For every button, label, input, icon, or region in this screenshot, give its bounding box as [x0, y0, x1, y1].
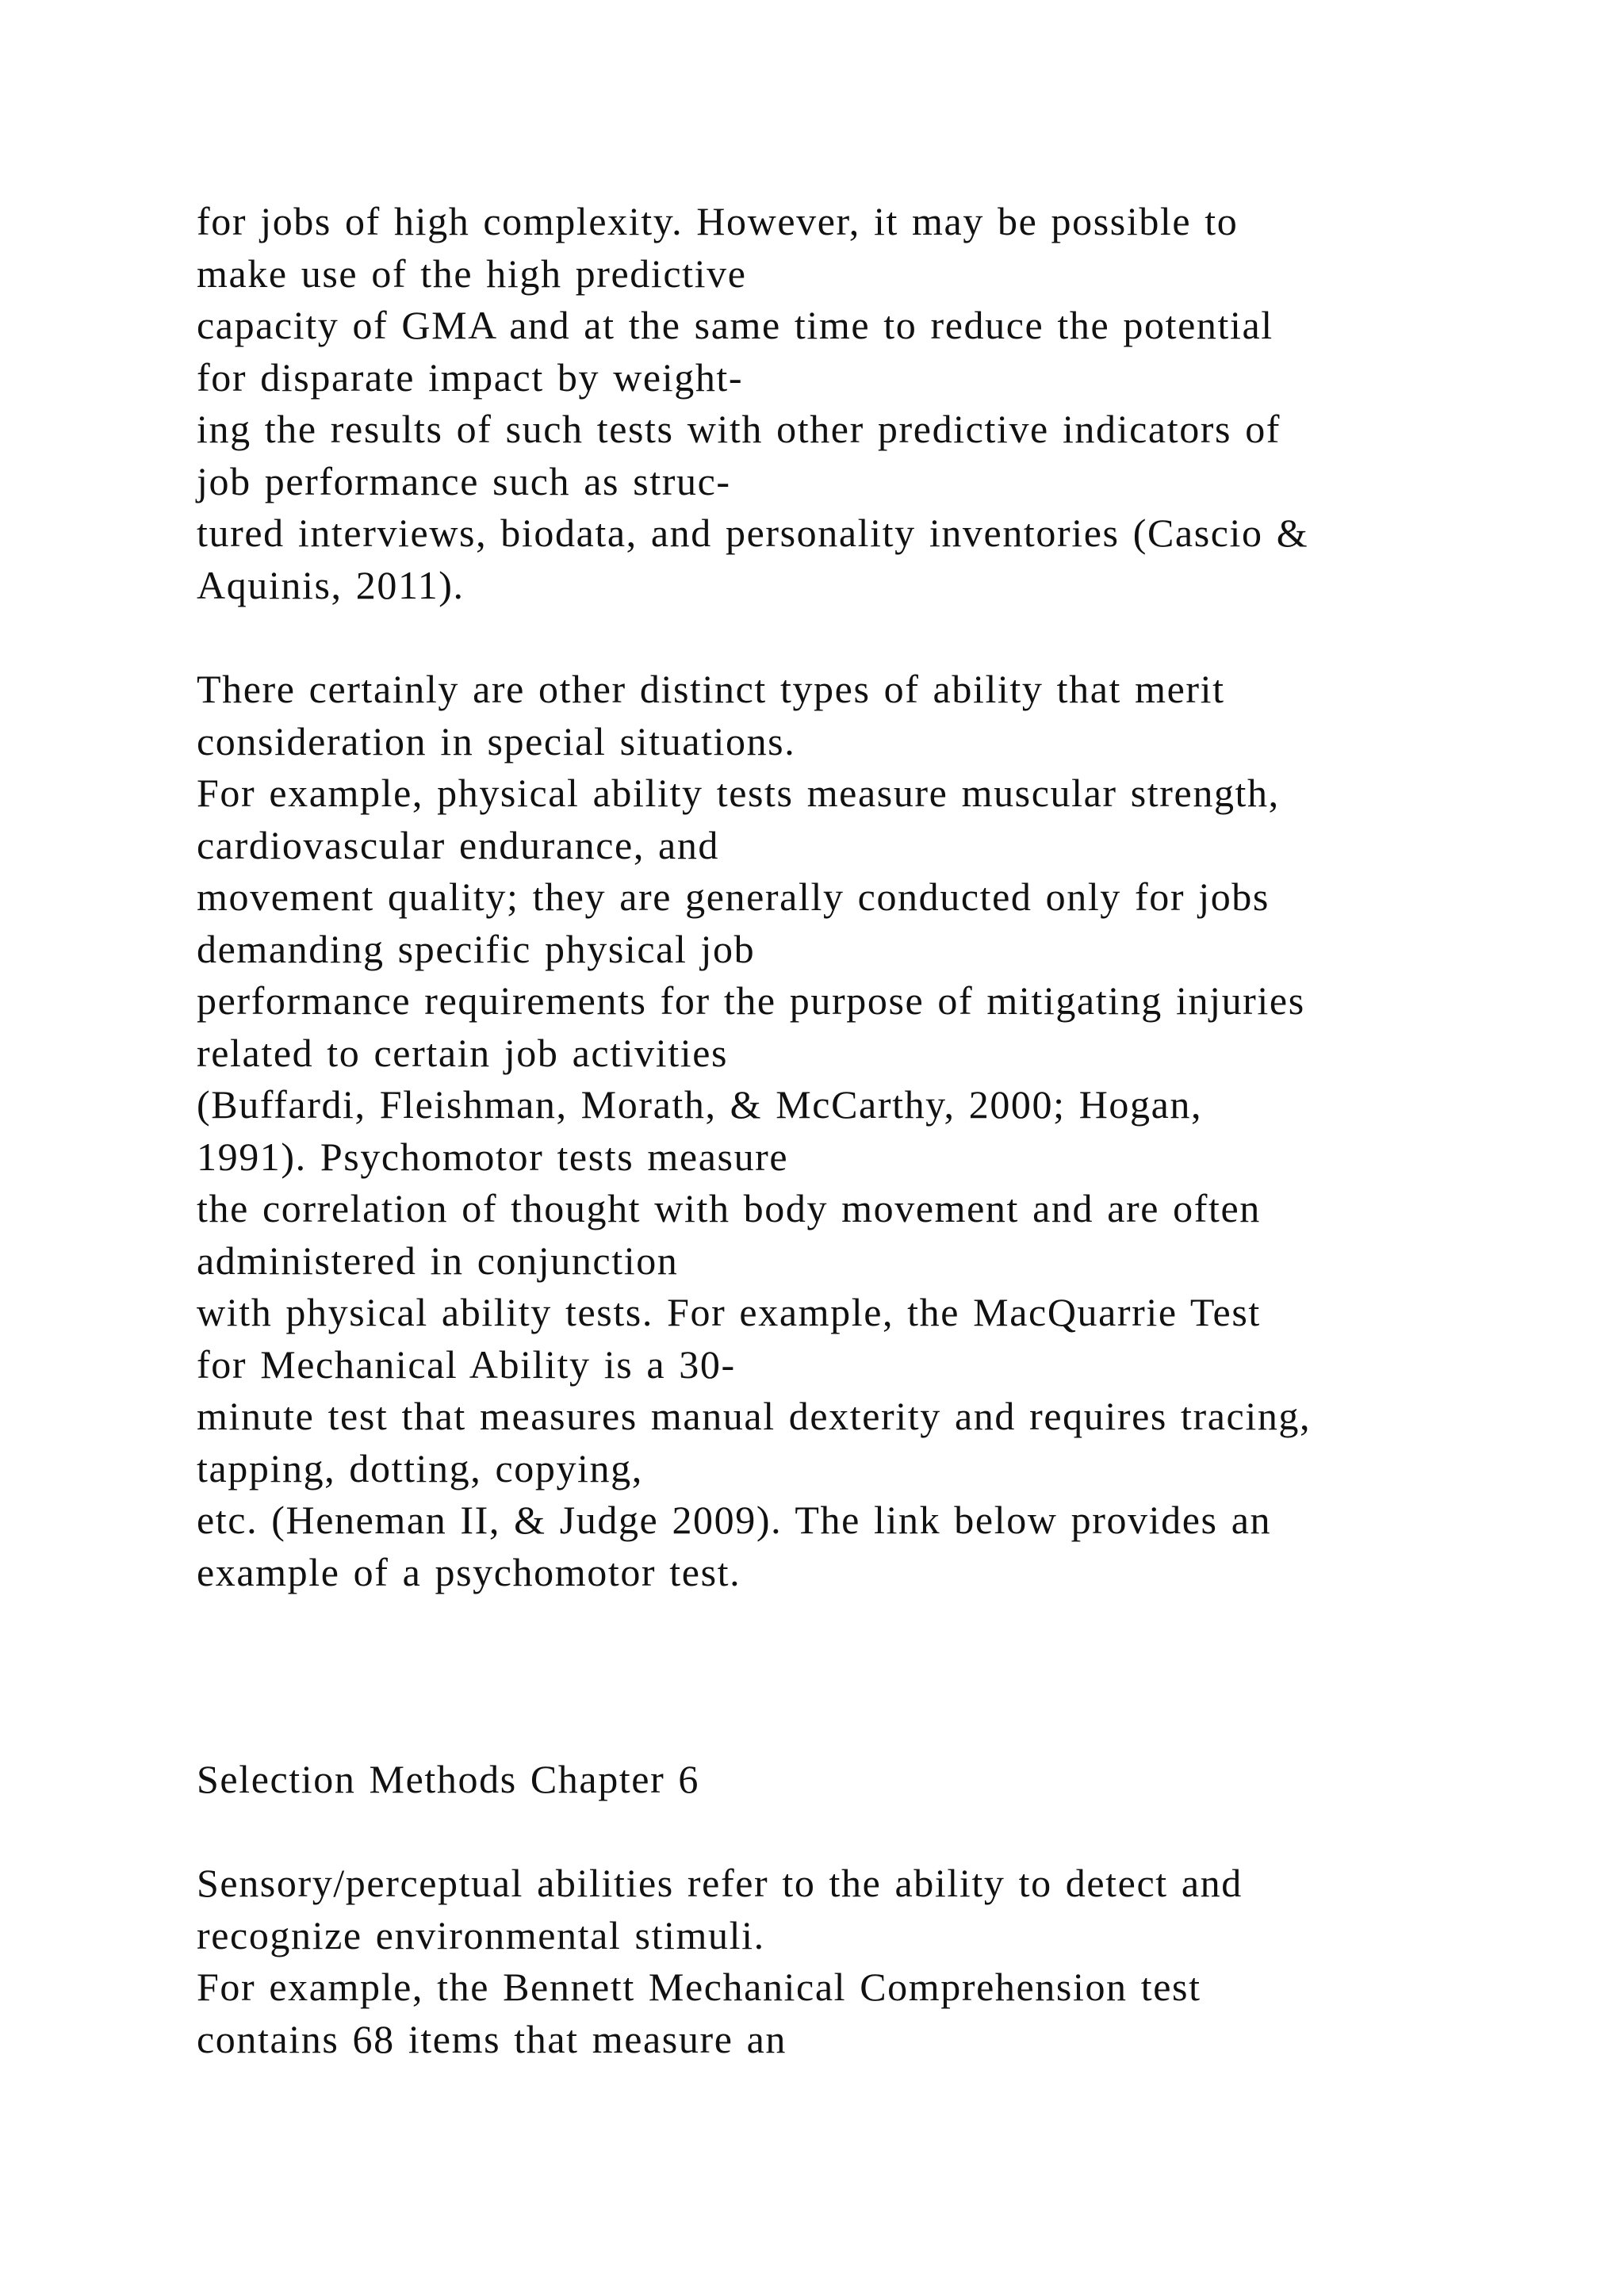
text-line: etc. (Heneman II, & Judge 2009). The link below provides an — [197, 1498, 1272, 1542]
text-line: demanding specific physical job — [197, 926, 756, 971]
text-line: performance requirements for the purpose of mitigating injuries — [197, 978, 1305, 1023]
paragraph-ability-tests — [197, 664, 1481, 1598]
text-line: tapping, dotting, copying, — [197, 1445, 643, 1490]
text-line: contains 68 items that measure an — [197, 2016, 787, 2061]
text-line: capacity of GMA and at the same time to reduce the potential — [197, 303, 1274, 347]
text-line: for jobs of high complexity. However, it may be possible to — [197, 199, 1239, 243]
text-line: related to certain job activities — [197, 1030, 729, 1075]
text-line: make use of the high predictive — [197, 251, 747, 296]
text-line: For example, the Bennett Mechanical Comprehension test — [197, 1965, 1201, 2009]
text-line: Sensory/perceptual abilities refer to the ability to detect and — [197, 1861, 1243, 1905]
text-line: recognize environmental stimuli. — [197, 1912, 765, 1957]
section-heading-block — [197, 1754, 1481, 1806]
text-line: job performance such as struc- — [197, 458, 731, 503]
text-line: for Mechanical Ability is a 30- — [197, 1341, 736, 1387]
paragraph-gma-weighting — [197, 196, 1481, 611]
text-line: For example, physical ability tests measure muscular strength, — [197, 771, 1280, 815]
text-line: cardiovascular endurance, and — [197, 822, 720, 867]
text-line: Aquinis, 2011). — [197, 562, 465, 607]
text-line: There certainly are other distinct types of ability that merit — [197, 667, 1225, 711]
text-line: 1991). Psychomotor tests measure — [197, 1134, 789, 1179]
text-line: example of a psychomotor test. — [197, 1549, 741, 1594]
section-heading: Selection Methods Chapter 6 — [197, 1757, 700, 1801]
text-line: tured interviews, biodata, and personality inventories (Cascio & — [197, 511, 1309, 555]
text-line: (Buffardi, Fleishman, Morath, & McCarthy, 2000; Hogan, — [197, 1082, 1203, 1127]
text-line: the correlation of thought with body movement and are often — [197, 1186, 1261, 1230]
text-line: ing the results of such tests with other predictive indicators of — [197, 407, 1281, 451]
text-line: for disparate impact by weight- — [197, 354, 744, 400]
text-line: consideration in special situations. — [197, 718, 796, 763]
paragraph-sensory-abilities — [197, 1858, 1481, 2065]
text-line: administered in conjunction — [197, 1238, 679, 1283]
text-line: minute test that measures manual dexterity and requires tracing, — [197, 1394, 1312, 1438]
text-line: movement quality; they are generally conducted only for jobs — [197, 874, 1270, 919]
text-line: with physical ability tests. For example, the MacQuarrie Test — [197, 1290, 1261, 1334]
